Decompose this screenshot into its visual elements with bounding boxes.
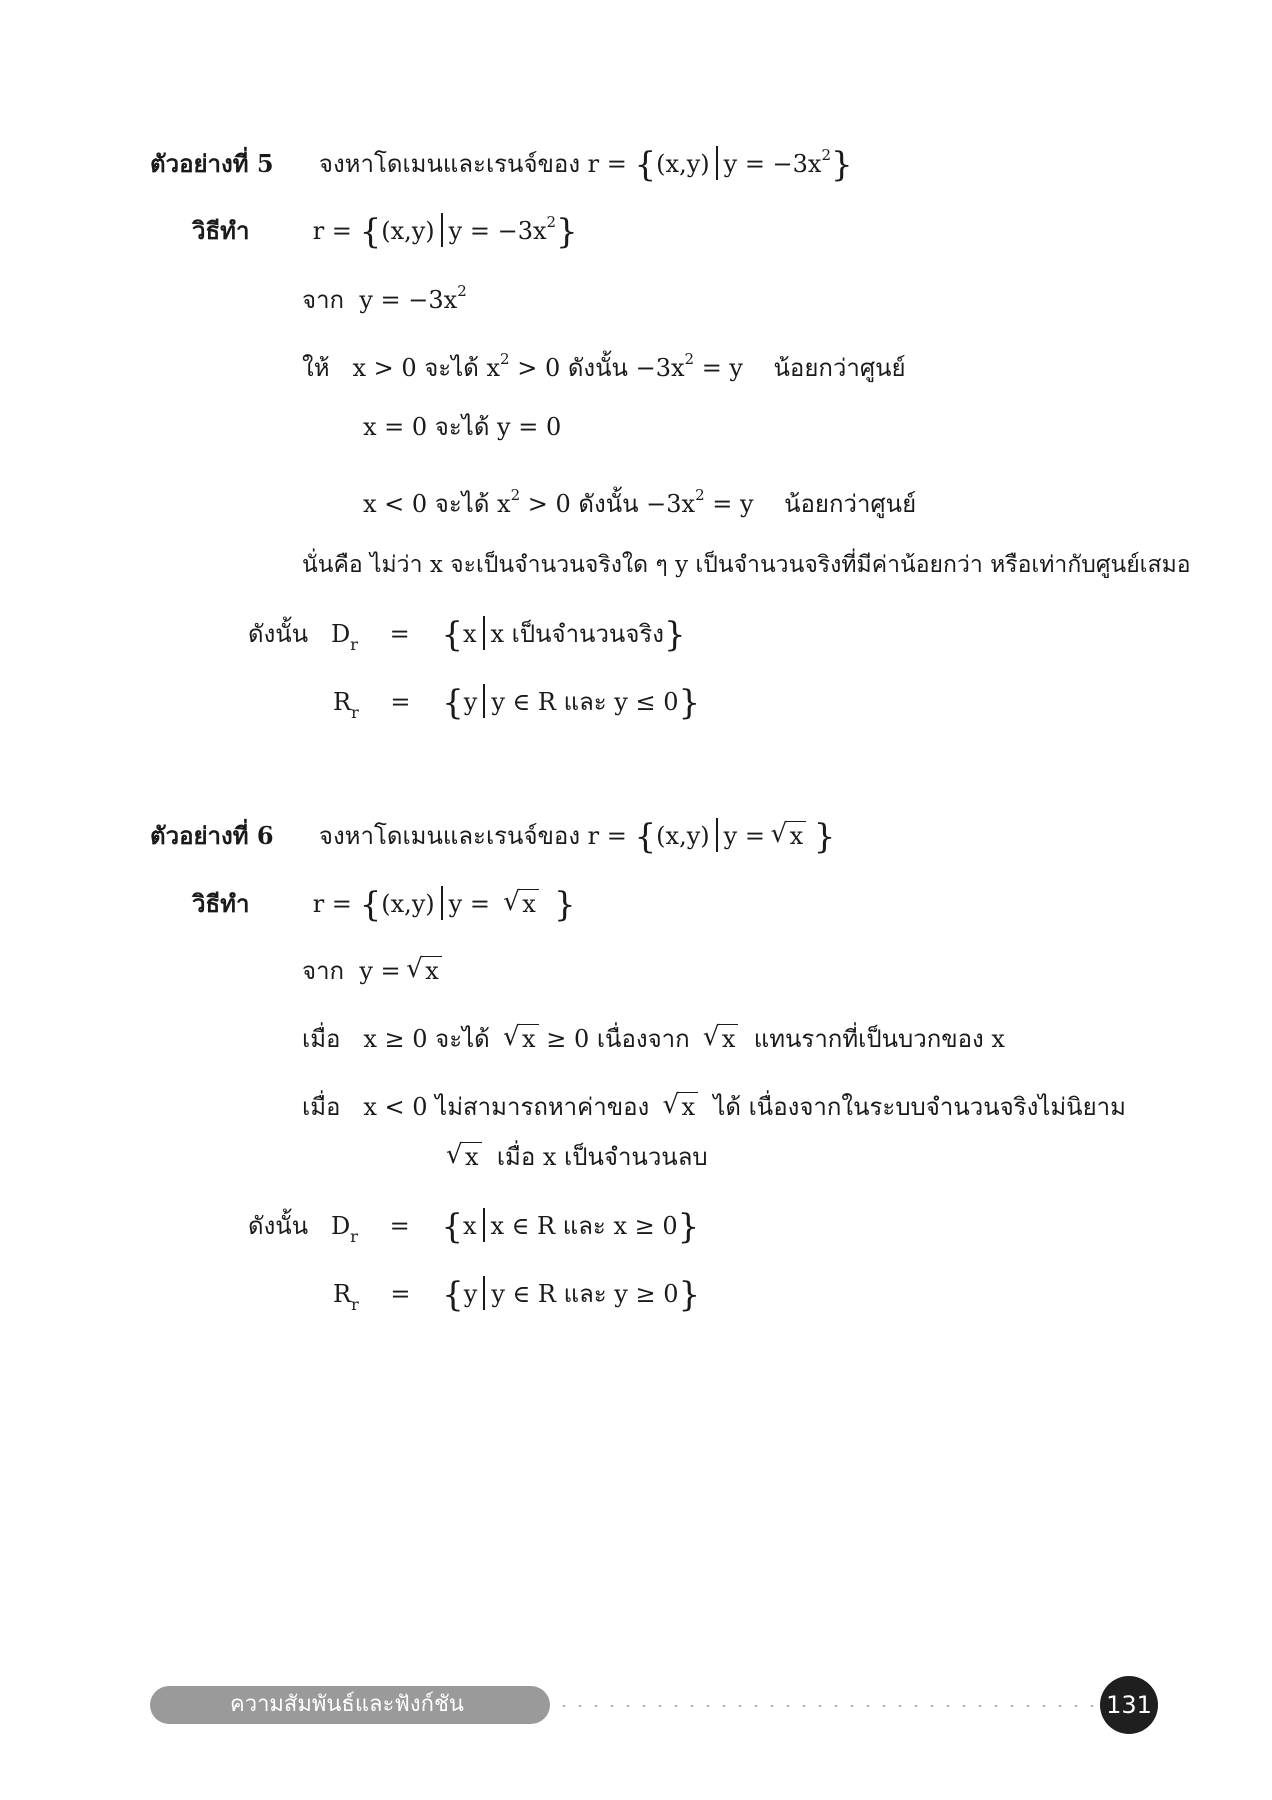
example6-step2: เมื่อ x < 0 ไม่สามารถหาค่าของ √ x ได้ เนื่องจากในระบบจำนวนจริงไม่นิยาม [302,1090,1126,1124]
example5-step3: x < 0 จะได้ $x^2 > 0$ ดังนั้น $-3x^2 = y$ น้อยกว่าศูนย์ [363,486,917,518]
example6-step2-cont: √ x เมื่อ x เป็นจำนวนลบ [448,1140,708,1174]
example5-question: จงหาโดเมนและเรนจ์ของ r = [318,150,627,178]
footer-dotted-rule [556,1705,1096,1707]
page-number: 131 [1100,1676,1158,1734]
example6-question: จงหาโดเมนและเรนจ์ของ r = [318,822,627,850]
example5-domain: ดังนั้น $D_r = \{x$ x เป็นจำนวนจริง} [248,615,686,655]
solution-label: วิธีทำ [192,216,250,245]
example6-domain: ดังนั้น $D_r = \{x$ x ∈ R และ x ≥ 0} [248,1207,700,1247]
example5-range: $R_r = \{y$ y ∈ R และ y ≤ 0} [333,683,701,723]
example5-from-line: จาก $y = -3x^2$ [302,282,467,314]
example5-solution-line: วิธีทำ r = {(x,y) $y = -3x^2$} [192,212,578,252]
example5-heading-line: ตัวอย่างที่ 5 จงหาโดเมนและเรนจ์ของ r = {(x,y) $y = -3x^2$} [150,145,853,185]
example5-step2: x = 0 จะได้ y = 0 [363,413,562,441]
example5-step1: ให้ x > 0 จะได้ $x^2 > 0$ ดังนั้น $-3x^2 = y$ น้อยกว่าศูนย์ [302,350,906,382]
example6-heading: ตัวอย่างที่ 6 [150,821,274,850]
example5-conclusion: นั่นคือ ไม่ว่า x จะเป็นจำนวนจริงใด ๆ y เป็นจำนวนจริงที่มีค่าน้อยกว่า หรือเท่ากับศูนย์เสมอ [302,552,1191,578]
example6-step1: เมื่อ x ≥ 0 จะได้ √ x ≥ 0 เนื่องจาก √ x แทนรากที่เป็นบวกของ x [302,1022,1005,1056]
example6-heading-line: ตัวอย่างที่ 6 จงหาโดเมนและเรนจ์ของ r = {(x,y) y = √ x } [150,818,835,854]
example6-solution-line: วิธีทำ r = {(x,y) y = √ x } [192,886,576,922]
chapter-title: ความสัมพันธ์และฟังก์ชัน [150,1686,550,1724]
example6-range: $R_r = \{y$ y ∈ R และ y ≥ 0} [333,1275,701,1315]
example5-heading: ตัวอย่างที่ 5 [150,149,274,178]
example6-from-line: จาก y = √ x [302,954,442,988]
